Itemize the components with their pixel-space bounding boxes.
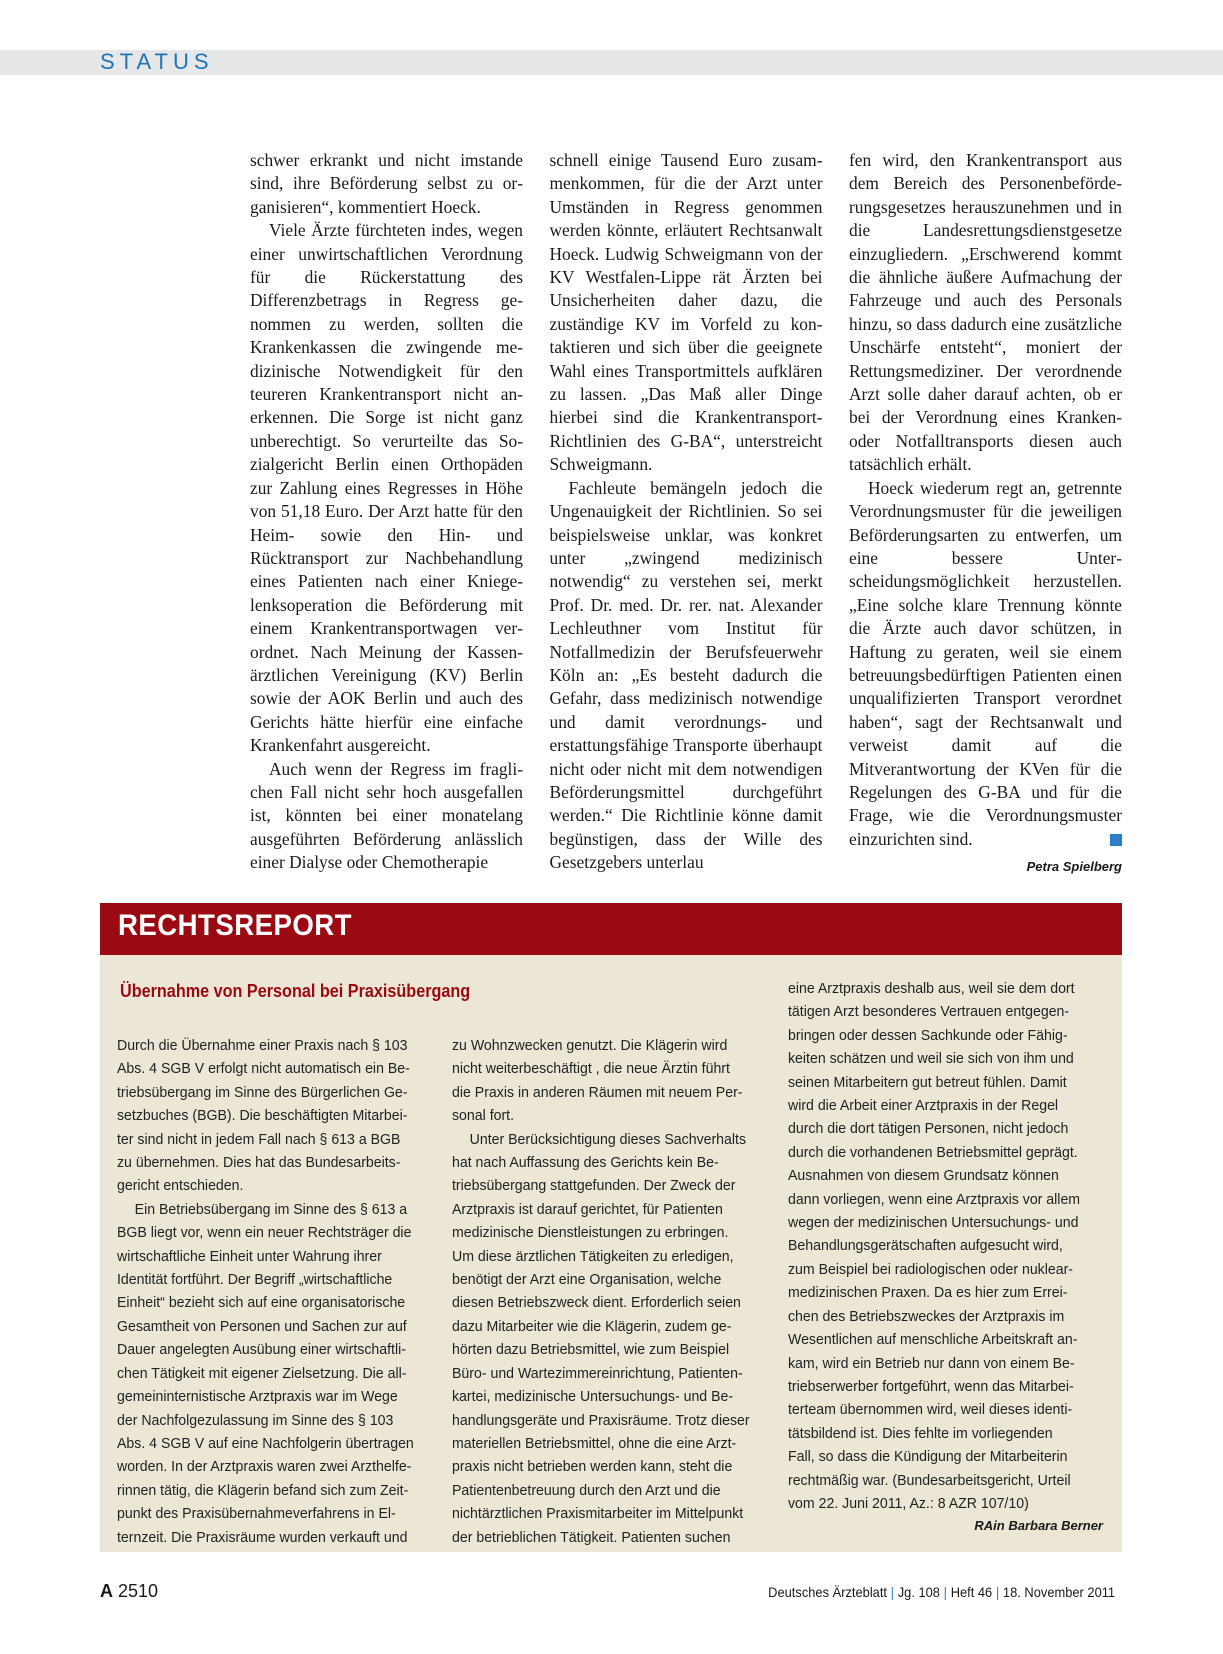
- journal-name: Deutsches Ärzteblatt: [768, 1584, 887, 1600]
- rechtsreport-text-line: seinen Mitarbeitern gut betreut fühlen. Damit: [788, 1073, 1067, 1091]
- journal-issue: Heft 46: [950, 1584, 993, 1600]
- rechtsreport-text-line: Büro- und Wartezimmereinrichtung, Patienten-: [452, 1364, 743, 1382]
- rechtsreport-column-2: [452, 1034, 762, 1549]
- rechtsreport-text-line: dazu Mitarbeiter wie die Klägerin, zudem ge-: [452, 1317, 732, 1335]
- rechtsreport-text-line: Wesentlichen auf menschliche Arbeitskraft an-: [788, 1331, 1078, 1349]
- rechtsreport-text-line: materiellen Betriebsmittel, ohne die eine Arzt-: [452, 1434, 737, 1452]
- page-number-value: 2510: [118, 1581, 159, 1601]
- rechtsreport-text-line: benötigt der Arzt eine Organisation, welche: [452, 1271, 722, 1289]
- rechtsreport-text-line: zu Wohnzwecken genutzt. Die Klägerin wird: [452, 1037, 728, 1054]
- rechtsreport-text-line: tätigen Arzt besonderes Vertrauen entgegen-: [788, 1003, 1070, 1021]
- rechtsreport-text-line: Um diese ärztlichen Tätigkeiten zu erledigen,: [452, 1247, 734, 1265]
- rechtsreport-text-line: terteam übernommen wird, weil dieses identi-: [788, 1401, 1073, 1419]
- rechtsreport-text-line: triebserwerber fortgeführt, wenn das Mitarbei-: [788, 1377, 1074, 1395]
- rechtsreport-text-line: diesen Betriebszweck dient. Erforderlich seien: [452, 1294, 741, 1312]
- rechtsreport-text-line: keiten schätzen und weil sie sich von ihm und: [788, 1050, 1074, 1068]
- rechtsreport-text-line: wegen der medizinischen Untersuchungs- und: [788, 1214, 1079, 1232]
- journal-volume: Jg. 108: [897, 1584, 940, 1600]
- page-prefix: A: [100, 1581, 113, 1601]
- article-column-3: [849, 149, 1122, 879]
- rechtsreport-text-line: eine Arztpraxis deshalb aus, weil sie dem dort: [788, 980, 1075, 997]
- rechtsreport-text-line: Einheit“ bezieht sich auf eine organisatorische: [117, 1294, 406, 1312]
- rechtsreport-column-3: [788, 977, 1098, 1515]
- rechtsreport-text-line: medizinischen Praxen. Da es hier zum Errei-: [788, 1284, 1068, 1302]
- rechtsreport-text-line: hat nach Auffassung des Gerichts kein Be-: [452, 1154, 719, 1172]
- rechtsreport-text-line: worden. In der Arztpraxis waren zwei Arzthelfe-: [117, 1458, 412, 1476]
- rechtsreport-subtitle: Übernahme von Personal bei Praxisübergang: [120, 981, 471, 1001]
- rechtsreport-text-line: gemeininternistische Arztpraxis war im Wege: [117, 1388, 398, 1406]
- rechtsreport-text-line: Abs. 4 SGB V auf eine Nachfolgerin übertragen: [117, 1434, 414, 1452]
- rechtsreport-text-line: die Praxis in anderen Räumen mit neuem Per-: [452, 1083, 743, 1101]
- rechtsreport-text-line: Behandlungsgerätschaften aufgesucht wird,: [788, 1237, 1063, 1255]
- rechtsreport-text-line: Ausnahmen von diesem Grundsatz können: [788, 1167, 1059, 1185]
- rechtsreport-text-line: kam, wird ein Betrieb nur dann von einem Be-: [788, 1354, 1075, 1372]
- rechtsreport-text-line: hörten dazu Betriebsmittel, wie zum Beispiel: [452, 1341, 730, 1359]
- rechtsreport-text-line: zu übernehmen. Dies hat das Bundesarbeits-: [117, 1154, 401, 1172]
- rechtsreport-text-line: dann vorliegen, wenn eine Arztpraxis vor allem: [788, 1190, 1081, 1208]
- rechtsreport-text-line: praxis nicht betrieben werden kann, steht die: [452, 1458, 733, 1476]
- rechtsreport-text-line: wirtschaftliche Einheit unter Wahrung ihrer: [117, 1247, 382, 1265]
- rechtsreport-text-line: vom 22. Juni 2011, Az.: 8 AZR 107/10): [788, 1494, 1029, 1512]
- rechtsreport-text-line: chen Tätigkeit mit eigener Zielsetzung. Die all-: [117, 1364, 407, 1382]
- rechtsreport-text-line: triebsübergang stattgefunden. Der Zweck der: [452, 1177, 736, 1195]
- rechtsreport-text-line: Abs. 4 SGB V erfolgt nicht automatisch ein Be-: [117, 1060, 410, 1078]
- rechtsreport-text-line: Durch die Übernahme einer Praxis nach § 103: [117, 1037, 408, 1054]
- rechtsreport-text-line: BGB liegt vor, wenn ein neuer Rechtsträger die: [117, 1224, 412, 1242]
- rechtsreport-text-line: Unter Berücksichtigung dieses Sachverhalts: [469, 1130, 747, 1148]
- rechtsreport-author: RAin Barbara Berner: [974, 1518, 1103, 1533]
- rechtsreport-text-line: kartei, medizinische Untersuchungs- und Be-: [452, 1388, 734, 1406]
- rechtsreport-text-line: Identität fortführt. Der Begriff „wirtschaftliche: [117, 1271, 393, 1289]
- rechtsreport-text-line: durch die dort tätigen Personen, nicht jedoch: [788, 1120, 1069, 1138]
- rechtsreport-text-line: setzbuches (BGB). Die beschäftigten Mitarbei-: [117, 1107, 408, 1125]
- rechtsreport-text-line: Patientenbetreuung durch den Arzt und die: [452, 1481, 721, 1499]
- rechtsreport-text-line: bringen oder dessen Sachkunde oder Fähig-: [788, 1026, 1068, 1044]
- article-paragraph: Fachleute bemängeln jedoch die Ungenauigkeit der Richtlinien. So sei beispielsweise unklar, was konkret unter „zwingend medizinisch notwendig“ zu verstehen sei, merkt Prof. Dr. med. Dr. rer. nat. Alexander Lechleuthner vom Institut für Notfallmedizin der Berufsfeuerwehr Köln an: „Es besteht dadurch die Gefahr, dass medizinisch notwendige und damit verordnungs- und erstattungsfähige Transporte überhaupt nicht oder nicht mit dem notwendigen Beförderungsmittel durchgeführt werden.“ Die Richtlinie könne damit begünstigen, dass der Wille des Gesetzgebers unterlau: [549, 477, 823, 873]
- footer-citation: [768, 1584, 1115, 1600]
- rechtsreport-text-line: der Nachfolgezulassung im Sinne des § 103: [117, 1411, 394, 1429]
- rechtsreport-text-line: medizinische Dienstleistungen zu erbringen.: [452, 1224, 729, 1242]
- rechtsreport-text-line: handlungsgeräte und Praxisräume. Trotz dieser: [452, 1411, 750, 1429]
- section-label: STATUS: [100, 49, 214, 74]
- rechtsreport-text-line: nicht weiterbeschäftigt , die neue Ärztin führt: [452, 1060, 730, 1078]
- rechtsreport-text-line: sonal fort.: [452, 1107, 515, 1125]
- rechtsreport-text-line: Fall, so dass die Kündigung der Mitarbeiterin: [788, 1448, 1068, 1466]
- end-mark-icon: [1110, 834, 1122, 846]
- article-author: Petra Spielberg: [1026, 859, 1122, 875]
- rechtsreport-title: RECHTSREPORT: [118, 909, 353, 942]
- article-paragraph-text: Hoeck wiederum regt an, getrennte Verordnungsmuster für die jeweiligen Beförderungsarten zu entwerfen, um eine bessere Unterscheidungsmöglichkeit herzustellen. „Eine solche klare Trennung könnte die Ärzte auch davor schützen, in Haftung zu geraten, weil sie einem betreuungsbedürftigen Patienten einen unqualifizierten Transport verordnet haben“, sagt der Rechtsanwalt und verweist damit auf die Mitverantwortung der KVen für die Regelungen des G-BA und für die Frage, wie die Verordnungsmuster einzurichten sind.: [849, 477, 1122, 849]
- rechtsreport-text-line: punkt des Praxisübernahmeverfahrens in El-: [117, 1505, 396, 1523]
- article-paragraph: schnell einige Tausend Euro zusammenkommen, für die der Arzt unter Umständen in Regress genommen werden könnte, erläutert Rechtsanwalt Hoeck. Ludwig Schweigmann von der KV Westfalen-Lippe rät Ärzten bei Unsicherheiten daher dazu, die zuständige KV im Vorfeld zu kontaktieren und sich über die geeignete Wahl eines Transportmittels aufklären zu lassen. „Das Maß aller Dinge hierbei sind die Krankentransport-Richtlinien des G-BA“, unterstreicht Schweigmann.: [549, 150, 823, 475]
- rechtsreport-text-line: durch die vorhandenen Betriebsmittel geprägt.: [788, 1143, 1078, 1161]
- rechtsreport-text-line: ternzeit. Die Praxisräume wurden verkauft und: [117, 1528, 408, 1546]
- article-paragraph: schwer erkrankt und nicht imstande sind, ihre Beförderung selbst zu organisieren“, kommentiert Hoeck.: [250, 150, 523, 217]
- article-paragraph: [849, 477, 1122, 852]
- rechtsreport-text-line: Gesamtheit von Personen und Sachen zur auf: [117, 1317, 407, 1335]
- rechtsreport-text-line: rinnen tätig, die Klägerin befand sich zum Zeit-: [117, 1481, 409, 1499]
- rechtsreport-text-line: chen des Betriebszweckes der Arztpraxis im: [788, 1307, 1065, 1325]
- rechtsreport-text-line: Ein Betriebsübergang im Sinne des § 613 a: [134, 1200, 408, 1218]
- footer-separator: |: [943, 1584, 947, 1600]
- article-paragraph: fen wird, den Krankentransport aus dem Bereich des Personenbeförderungsgesetzes herauszunehmen und in die Landesrettungsdienstgesetze einzugliedern. „Erschwerend kommt die ähnliche äußere Aufmachung der Fahrzeuge und auch des Personals hinzu, so dass dadurch eine zusätzliche Unschärfe entsteht“, moniert der Rettungsmediziner. Der verordnende Arzt solle daher darauf achten, ob er bei der Verordnung eines Kranken- oder Notfalltransports diesen auch tatsächlich erhält.: [849, 150, 1122, 475]
- page-number: [100, 1581, 158, 1602]
- rechtsreport-text-line: wird die Arbeit einer Arztpraxis in der Regel: [788, 1097, 1059, 1115]
- footer-separator: |: [995, 1584, 1000, 1600]
- rechtsreport-text-line: rechtmäßig war. (Bundesarbeitsgericht, Urteil: [788, 1471, 1071, 1489]
- footer-separator: |: [890, 1584, 894, 1600]
- article-column-1: [250, 149, 523, 879]
- rechtsreport-column-1: [117, 1034, 427, 1549]
- rechtsreport-text-line: triebsübergang im Sinne des Bürgerlichen Ge-: [117, 1083, 408, 1101]
- rechtsreport-text-line: Dauer angelegten Ausübung einer wirtschaftli-: [117, 1341, 406, 1359]
- article-body: [250, 149, 1122, 879]
- article-paragraph: Auch wenn der Regress im fraglichen Fall nicht sehr hoch ausgefallen ist, könnten bei einer monatelang ausgeführten Beförderung anlässlich einer Dialyse oder Chemotherapie: [250, 758, 523, 873]
- journal-date: 18. November 2011: [1002, 1584, 1115, 1600]
- article-column-2: [550, 149, 823, 879]
- rechtsreport-text-line: ter sind nicht in jedem Fall nach § 613 a BGB: [117, 1130, 401, 1148]
- rechtsreport-text-line: der betrieblichen Tätigkeit. Patienten suchen: [452, 1528, 731, 1546]
- rechtsreport-text-line: gericht entschieden.: [117, 1177, 244, 1195]
- rechtsreport-text-line: zum Beispiel bei radiologischen oder nuklear-: [788, 1260, 1074, 1278]
- rechtsreport-text-line: Arztpraxis ist darauf gerichtet, für Patienten: [452, 1200, 723, 1218]
- rechtsreport-text-line: tätsbildend ist. Dies fehlte im vorliegenden: [788, 1424, 1053, 1442]
- rechtsreport-text-line: nichtärztlichen Praxismitarbeiter im Mittelpunkt: [452, 1505, 744, 1523]
- article-paragraph: Viele Ärzte fürchteten indes, wegen einer unwirtschaftlichen Verordnung für die Rückerstattung des Differenzbetrags in Regress genommen zu werden, sollten die Krankenkassen die zwingende medizinische Notwendigkeit für den teureren Krankentransport nicht anerkennen. Die Sorge ist nicht ganz unberechtigt. So verurteilte das Sozialgericht Berlin einen Orthopäden zur Zahlung eines Regresses in Höhe von 51,18 Euro. Der Arzt hatte für den Heim- sowie den Hin- und Rücktransport zur Nachbehandlung eines Patienten nach einer Kniegelenksoperation die Beförderung mit einem Krankentransportwagen verordnet. Nach Meinung der Kassenärztlichen Vereinigung (KV) Berlin sowie der AOK Berlin und auch des Gerichts hätte hierfür eine einfache Krankenfahrt ausgereicht.: [250, 220, 523, 756]
